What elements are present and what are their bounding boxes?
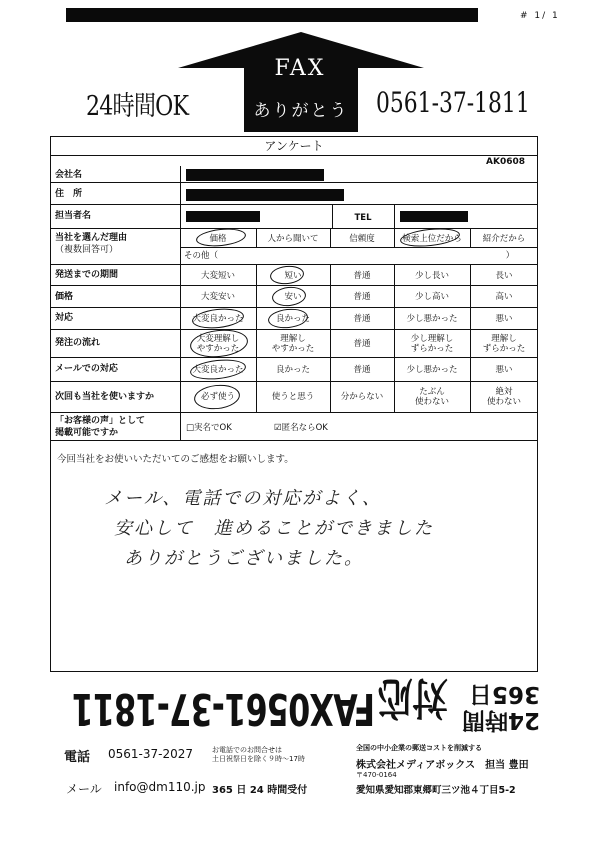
divider [394,229,395,247]
flow-opt-1[interactable]: 大変理解し やすかった [196,334,240,354]
flow-opt-3[interactable]: 普通 [353,339,371,349]
voice-opt-anonymous[interactable]: ☑匿名ならOK [274,423,328,433]
label-delivery: 発送までの期間 [55,270,119,280]
page-number: # 1/ 1 [520,11,560,21]
mail-opt-3[interactable]: 普通 [353,365,371,375]
mail-opt-5[interactable]: 悪い [495,365,513,375]
mail-opt-4[interactable]: 少し悪かった [406,365,458,375]
reason-option-trust[interactable]: 信頼度 [349,234,375,244]
banner-24h: 24時間OK [86,91,189,122]
label-next: 次回も当社を使いますか [55,392,155,402]
mail-opt-1[interactable]: 大変良かった [192,365,244,375]
delivery-opt-5[interactable]: 長い [495,271,513,281]
price-opt-1[interactable]: 大変安い [200,292,235,302]
handwritten-line-2: 安心して 進めることができました [114,518,434,539]
banner-fax-number: 0561-37-1811 [376,86,530,119]
label-price: 価格 [55,292,74,302]
footer-tagline: 全国の中小企業の郵送コストを削減する [356,744,482,752]
divider [394,265,395,413]
label-reason: 当社を選んだ理由 [55,233,128,243]
label-address: 住 所 [55,189,83,199]
next-opt-2[interactable]: 使うと思う [271,392,315,402]
next-opt-5[interactable]: 絶対 使わない [486,387,521,407]
reason-option-introduction[interactable]: 紹介だから [482,234,526,244]
redacted-contact [186,211,260,222]
reason-option-other[interactable]: その他（ [184,251,219,261]
form-code: AK0608 [486,157,525,167]
service-opt-4[interactable]: 少し悪かった [406,314,458,324]
footer-phone-note-2: 土日祝祭日を除く９時～17時 [212,755,305,763]
reason-option-search[interactable]: 検索上位だから [402,234,462,244]
divider [330,265,331,413]
flow-opt-5[interactable]: 理解し ずらかった [482,334,526,354]
banner-24h-flipped: 24時間 [461,707,540,733]
footer-mail-address[interactable]: info@dm110.jp [114,780,206,794]
redacted-tel [400,211,468,222]
delivery-opt-3[interactable]: 普通 [353,271,371,281]
next-opt-4[interactable]: たぶん 使わない [414,387,449,407]
footer-zip: 〒470-0164 [356,771,397,779]
label-service: 対応 [55,313,74,323]
footer-address: 愛知県愛知郡東郷町三ツ池４丁目5-2 [356,785,516,796]
price-opt-4[interactable]: 少し高い [414,292,449,302]
divider [180,247,538,248]
divider [256,265,257,413]
flow-opt-2[interactable]: 理解し やすかった [271,334,315,354]
redacted-header-bar [66,8,478,22]
label-tel: TEL [354,213,372,223]
mail-opt-2[interactable]: 良かった [275,365,310,375]
service-opt-5[interactable]: 悪い [495,314,513,324]
reason-other-close: ） [505,251,515,261]
handwritten-line-3: ありがとうございました。 [124,548,364,569]
label-company: 会社名 [55,170,83,180]
arrow-thanks-text: ありがとう [253,101,349,121]
flow-opt-4[interactable]: 少し理解し ずらかった [410,334,454,354]
reason-option-price[interactable]: 価格 [209,234,227,244]
handwritten-line-1: メール、電話での対応がよく、 [104,488,382,509]
price-opt-2[interactable]: 安い [284,292,302,302]
arrow-fax-text: FAX [274,56,326,81]
price-opt-5[interactable]: 高い [495,292,513,302]
service-opt-1[interactable]: 大変良かった [192,314,244,324]
label-reason-note: （複数回答可） [55,245,119,255]
redacted-address [186,189,344,201]
voice-opt-realname[interactable]: □実名でOK [186,423,232,433]
footer-mail-note: 365 日 24 時間受付 [212,785,308,796]
divider [470,265,471,413]
divider [256,229,257,247]
comment-prompt: 今回当社をお使いいただいてのご感想をお願いします。 [57,454,294,465]
footer-mail-label: メール [66,782,102,796]
label-flow: 発注の流れ [55,338,101,348]
delivery-opt-1[interactable]: 大変短い [200,271,235,281]
upside-down-banner [60,672,540,736]
delivery-opt-4[interactable]: 少し長い [414,271,449,281]
label-divider [180,166,181,441]
footer-company-name: 株式会社メディアボックス 担当 豊田 [356,760,529,771]
footer-phone-label: 電話 [64,750,91,765]
divider [394,205,395,229]
banner-taiou-flipped: 対応 [377,672,448,723]
delivery-opt-2[interactable]: 短い [284,271,302,281]
form-title: アンケート [50,136,538,156]
service-opt-2[interactable]: 良かった [275,314,310,324]
label-voice-2: 掲載可能ですか [55,428,119,438]
label-contact: 担当者名 [55,211,92,221]
redacted-company [186,169,324,181]
divider [332,205,333,229]
label-mail: メールでの対応 [55,364,118,374]
service-opt-3[interactable]: 普通 [353,314,371,324]
banner-365-flipped: 365日 [468,681,540,707]
next-opt-3[interactable]: 分からない [340,392,384,402]
banner-fax-flipped: FAX0561-37-1811 [72,683,375,734]
divider [330,229,331,247]
footer-phone-number: 0561-37-2027 [108,747,194,761]
next-opt-1[interactable]: 必ず使う [200,392,235,402]
divider [470,229,471,247]
footer-phone-note-1: お電話でのお問合せは [212,746,282,754]
price-opt-3[interactable]: 普通 [353,292,371,302]
label-voice-1: 「お客様の声」として [55,416,146,426]
reason-option-referral-word[interactable]: 人から聞いて [267,234,319,244]
